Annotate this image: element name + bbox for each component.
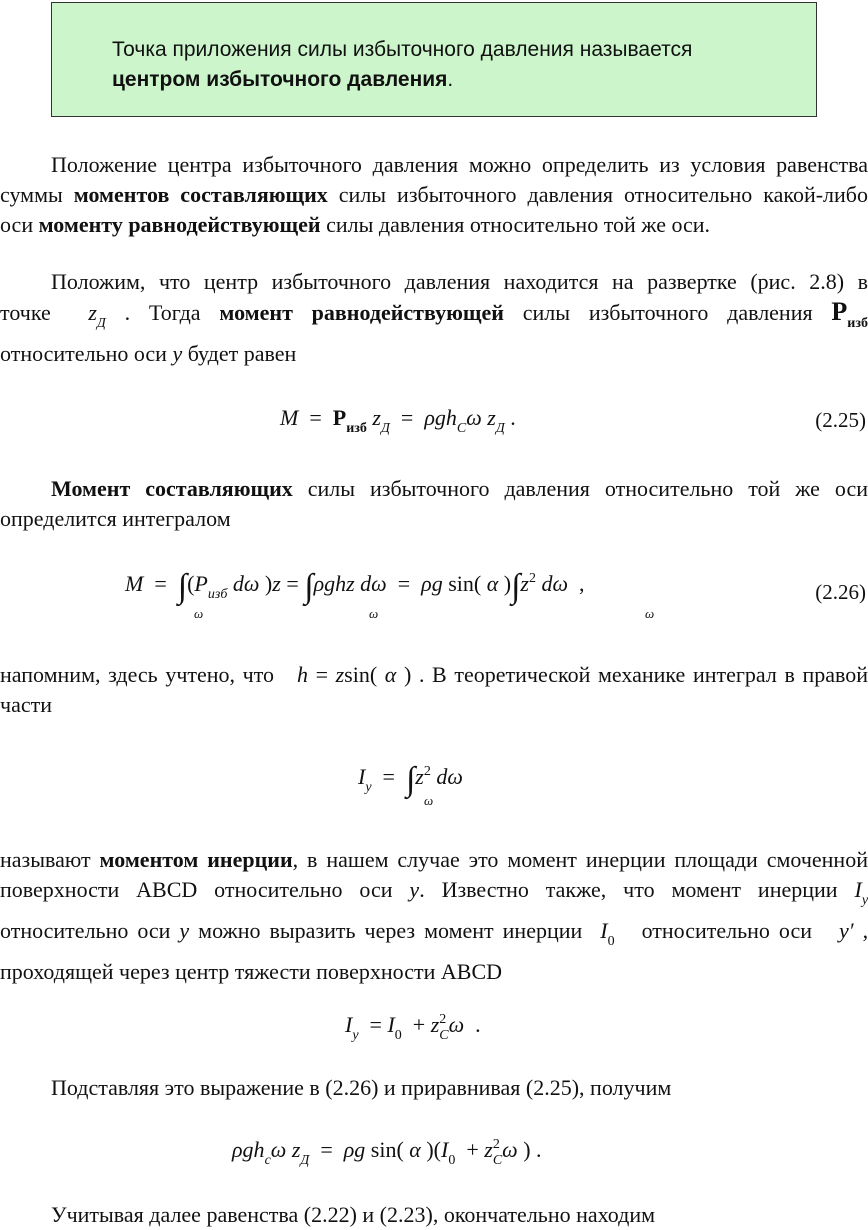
- equation-moment-of-inertia: $I_y = \int z^2$ dω ω: [358, 761, 463, 808]
- equation-2-26: $M = \int(P_{изб}$ dω )z = ∫ρghz dω = ρg sin( α )$\int z^2$ dω , ω ω ω: [125, 568, 655, 621]
- paragraph-7: Учитывая далее равенства (2.22) и (2.23), окончательно находим: [51, 1202, 656, 1227]
- equation-substitution: ρgh$_c$ω $z_Д = \rho g$ sin( α )($I_0 + z^2_C\omega$ ) .: [232, 1137, 542, 1168]
- integral-symbol: ∫: [511, 568, 521, 605]
- definition-text: Точка приложения силы избыточного давления называется центром избыточного давления.: [112, 38, 693, 91]
- equation-number-2-25: (2.25): [815, 408, 866, 432]
- paragraph-2: Положим, что центр избыточного давления находится на развертке (рис. 2.8) в точке $z_Д$ . Тогда момент равнодействующей силы избыточного давления $P_{изб}$ относительно оси y будет равен: [0, 269, 868, 366]
- paragraph-4: напомним, здесь учтено, что h = zsin( α ) . В теоретической механике интеграл в правой части: [0, 662, 868, 717]
- integral-symbol: ∫: [304, 568, 314, 605]
- integral-symbol: ∫: [405, 761, 416, 798]
- paragraph-6: Подставляя это выражение в (2.26) и приравнивая (2.25), получим: [51, 1075, 672, 1100]
- equation-2-25: $M = P_{изб}$ $z_Д = \rho gh_C\omega$ $z_Д$ .: [280, 405, 516, 436]
- integral-symbol: ∫: [177, 568, 188, 605]
- paragraph-1: Положение центра избыточного давления можно определить из условия равенства суммы моментов составляющих силы избыточного давления относительно какой-либо оси моменту равнодействующей силы давления относительно той же оси.: [0, 152, 868, 237]
- definition-term: центром избыточного давления: [112, 68, 448, 91]
- equation-parallel-axis: $I_y = I_0 + z^2_C\omega$ .: [345, 1012, 481, 1043]
- paragraph-5: называют моментом инерции, в нашем случае это момент инерции площади смоченной поверхности ABCD относительно оси y. Известно также, что момент инерции $I_y$ относительно оси y можно выразить через момент инерции $I_0$ относительно оси y′ , проходящей через центр тяжести поверхности ABCD: [0, 847, 868, 984]
- paragraph-3: Момент составляющих силы избыточного давления относительно той же оси определится интегралом: [0, 476, 868, 531]
- equation-number-2-26: (2.26): [815, 580, 866, 604]
- definition-box: [51, 2, 817, 117]
